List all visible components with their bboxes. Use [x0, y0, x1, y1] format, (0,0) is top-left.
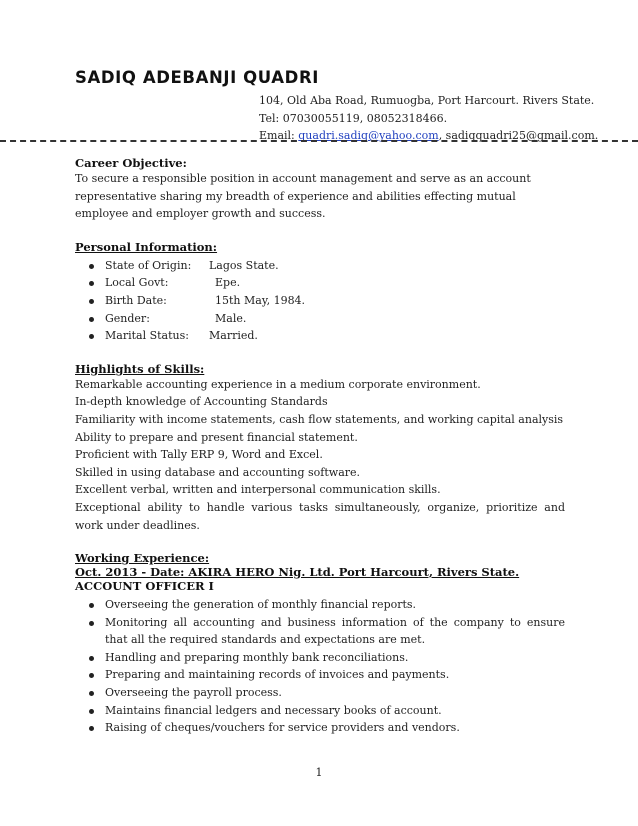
info-value: Male. [215, 311, 247, 325]
info-value: 15th May, 1984. [215, 293, 306, 307]
bullet-icon [89, 317, 94, 322]
job-role: ACCOUNT OFFICER I [75, 579, 214, 594]
email-secondary: , sadiqquadri25@gmail.com. [438, 129, 599, 142]
bullet-icon [89, 299, 94, 304]
info-label: State of Origin: [105, 258, 192, 272]
list-item [75, 649, 565, 667]
personal-info-list [75, 257, 565, 345]
duty-text: Overseeing the payroll process. [105, 686, 282, 700]
skill-line: Proficient with Tally ERP 9, Word and Excel. [75, 448, 323, 462]
email-label: Email: [259, 129, 299, 142]
list-item [75, 292, 565, 310]
duty-text: Preparing and maintaining records of invoices and payments. [105, 668, 450, 682]
info-label: Marital Status: [105, 329, 189, 343]
bullet-icon [89, 673, 94, 678]
info-label: Local Govt: [105, 276, 169, 290]
candidate-name: SADIQ ADEBANJI QUADRI [75, 68, 320, 87]
bullet-icon [89, 691, 94, 696]
skill-line: Familiarity with income statements, cash flow statements, and working capital analysis [75, 412, 564, 426]
bullet-icon [89, 603, 94, 608]
list-item [75, 702, 565, 720]
info-value: Married. [209, 329, 258, 343]
list-item [75, 327, 565, 345]
duty-text: Maintains financial ledgers and necessary books of account. [105, 703, 442, 717]
info-label: Birth Date: [105, 293, 167, 307]
bullet-icon [89, 709, 94, 714]
bullet-icon [89, 656, 94, 661]
personal-info-heading: Personal Information: [75, 239, 218, 254]
list-item [75, 596, 565, 614]
duty-text: Overseeing the generation of monthly financial reports. [105, 598, 417, 612]
job-title-line: Oct. 2013 - Date: AKIRA HERO Nig. Ltd. Port Harcourt, Rivers State. [75, 565, 520, 580]
duty-text: Handling and preparing monthly bank reconciliations. [105, 650, 409, 664]
list-item [75, 274, 565, 292]
phone-line: Tel: 07030055119, 08052318466. [259, 111, 448, 125]
skill-line: Skilled in using database and accounting software. [75, 465, 361, 479]
resume-body [75, 156, 565, 737]
duties-list [75, 596, 565, 737]
skills-heading: Highlights of Skills: [75, 361, 205, 376]
address-line: 104, Old Aba Road, Rumuogba, Port Harcourt. Rivers State. [259, 94, 595, 107]
list-item [75, 614, 565, 649]
career-objective-heading: Career Objective: [75, 156, 187, 170]
email-link[interactable]: quadri.sadiq@yahoo.com [298, 129, 439, 142]
info-value: Epe. [215, 276, 241, 290]
skill-line: Ability to prepare and present financial statement. [75, 430, 358, 444]
list-item [75, 684, 565, 702]
career-objective-text: To secure a responsible position in account management and serve as an account representative sharing my breadth of experience and abilities effecting mutual employee and employer growth and success. [75, 172, 531, 221]
bullet-icon [89, 281, 94, 286]
list-item [75, 719, 565, 737]
contact-block [259, 92, 598, 145]
list-item [75, 257, 565, 275]
info-label: Gender: [105, 311, 150, 325]
skill-line: Remarkable accounting experience in a medium corporate environment. [75, 377, 481, 391]
duty-text: Raising of cheques/vouchers for service providers and vendors. [105, 721, 460, 735]
skill-line: Exceptional ability to handle various tasks simultaneously, organize, prioritize and work under deadlines. [75, 500, 565, 532]
info-value: Lagos State. [209, 258, 279, 272]
skill-line: In-depth knowledge of Accounting Standards [75, 395, 328, 409]
bullet-icon [89, 264, 94, 269]
experience-heading: Working Experience: [75, 551, 210, 566]
list-item [75, 310, 565, 328]
duty-text: Monitoring all accounting and business information of the company to ensure that all the required standards and expectations are met. [105, 615, 565, 647]
bullet-icon [89, 334, 94, 339]
bullet-icon [89, 726, 94, 731]
skill-line: Excellent verbal, written and interpersonal communication skills. [75, 483, 441, 497]
page-number: 1 [315, 766, 323, 779]
list-item [75, 666, 565, 684]
bullet-icon [89, 621, 94, 626]
header-divider [0, 140, 638, 142]
